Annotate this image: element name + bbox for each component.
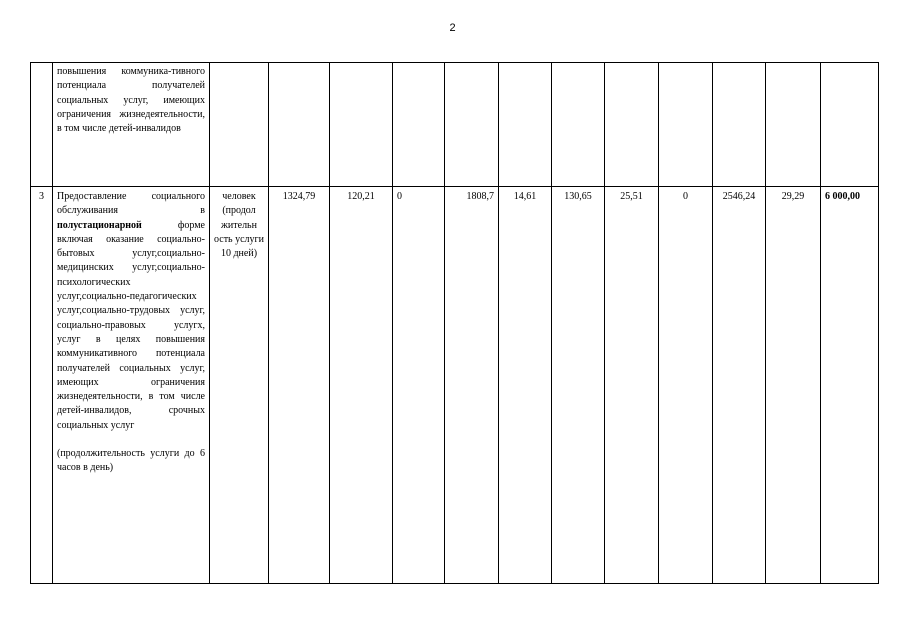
duration-note: (продолжительность услуги до 6 часов в день): [57, 448, 205, 474]
row-number: 3: [31, 187, 53, 584]
value-cell: 130,65: [552, 187, 605, 584]
value-cell: 14,61: [499, 187, 552, 584]
value-cell: 1808,7: [445, 187, 499, 584]
description-text: Предоставление социального обслуживания в: [57, 191, 205, 217]
description-text: форме включая оказание социально-бытовых услуг,социально-медицинских услуг,социально-психологических услуг,социально-педагогических услуг,социально-трудовых услуг, социально-правовых услугх, услуг в целях повышения коммуникативного потенциала получателей социальных услуг, имеющих ограничения жизнедеятельности, в том числе детей-инвалидов, срочных социальных услуг: [57, 219, 205, 431]
value-cell: [766, 63, 821, 187]
value-cell: 0: [659, 187, 713, 584]
page-number: 2: [449, 22, 456, 34]
unit-cell: человек (продол жительн ость услуги 10 дней): [210, 187, 269, 584]
value-cell: [605, 63, 659, 187]
value-cell: [330, 63, 393, 187]
table-row: [31, 187, 879, 584]
service-description: повышения коммуника-тивного потенциала получателей социальных услуг, имеющих ограничения жизнедеятельности, в том числе детей-инвалидов: [53, 63, 210, 187]
value-cell: [659, 63, 713, 187]
value-cell: [713, 63, 766, 187]
unit-cell: [210, 63, 269, 187]
total-cell: 6 000,00: [821, 187, 879, 584]
value-cell: [269, 63, 330, 187]
service-description: [53, 187, 210, 584]
value-cell: [499, 63, 552, 187]
services-cost-table: [30, 62, 879, 584]
description-emphasis: полустационарной: [57, 219, 142, 231]
row-number: [31, 63, 53, 187]
value-cell: 25,51: [605, 187, 659, 584]
table-row: [31, 63, 879, 187]
value-cell: 2546,24: [713, 187, 766, 584]
value-cell: 0: [393, 187, 445, 584]
value-cell: [445, 63, 499, 187]
value-cell: [393, 63, 445, 187]
value-cell: 1324,79: [269, 187, 330, 584]
value-cell: 120,21: [330, 187, 393, 584]
total-cell: [821, 63, 879, 187]
value-cell: 29,29: [766, 187, 821, 584]
value-cell: [552, 63, 605, 187]
